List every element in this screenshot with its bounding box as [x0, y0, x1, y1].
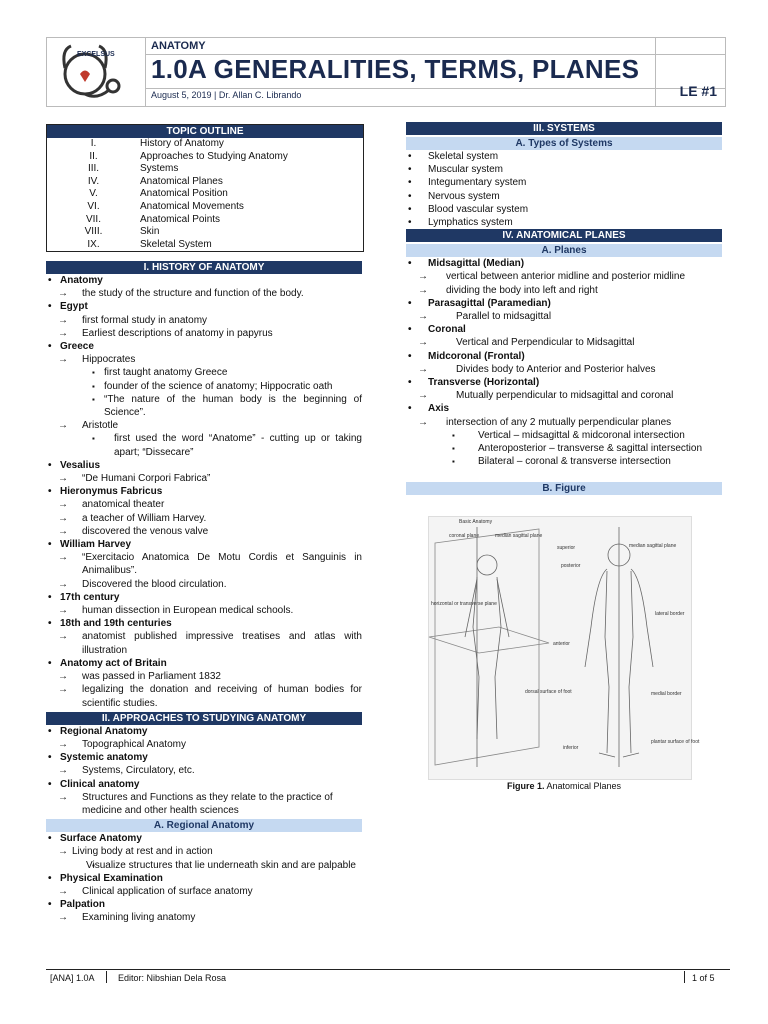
list-item: → Examining living anatomy: [46, 911, 362, 924]
list-item: → vertical between anterior midline and posterior midline: [406, 270, 722, 283]
topic-outline: [46, 124, 364, 252]
header-rule: [145, 88, 725, 89]
toc-row: [47, 188, 363, 201]
list-item: • Skeletal system: [406, 150, 722, 163]
list-item: • Blood vascular system: [406, 203, 722, 216]
section-history-title: I. HISTORY OF ANATOMY: [46, 261, 362, 274]
header-divider: [655, 38, 656, 106]
toc-num: V.: [89, 188, 98, 200]
list-item: → Topographical Anatomy: [46, 738, 362, 751]
document-header: [46, 37, 726, 107]
section-planes-title: IV. ANATOMICAL PLANES: [406, 229, 722, 242]
toc-num: VIII.: [84, 226, 103, 238]
logo: [47, 38, 146, 106]
list-item: → “Exercitacio Anatomica De Motu Cordis et Sanguinis in Animalibus”.: [46, 551, 362, 577]
figure-label: coronal plane: [449, 533, 480, 539]
list-item: → Living body at rest and in action: [46, 845, 362, 858]
left-column: [46, 261, 362, 925]
list-item: → first formal study in anatomy: [46, 314, 362, 327]
stethoscope-logo-icon: [47, 38, 145, 106]
page-footer: [46, 969, 730, 983]
list-item: • Physical Examination: [46, 872, 362, 885]
figure-caption-text: Anatomical Planes: [544, 781, 622, 791]
figure-label: anterior: [553, 641, 570, 647]
list-item: → Systems, Circulatory, etc.: [46, 764, 362, 777]
list-item: • Greece: [46, 340, 362, 353]
list-item: → legalizing the donation and receiving of human bodies for scientific studies.: [46, 683, 362, 709]
list-item: ▪ first taught anatomy Greece: [46, 366, 362, 379]
list-item: • Regional Anatomy: [46, 725, 362, 738]
list-item: • Midcoronal (Frontal): [406, 350, 722, 363]
toc-row: [47, 151, 363, 164]
footer-editor: Editor: Nibshian Dela Rosa: [118, 973, 227, 983]
toc-num: I.: [90, 138, 97, 149]
list-item: → Parallel to midsagittal: [406, 310, 722, 323]
list-item: ▪ founder of the science of anatomy; Hippocratic oath: [46, 380, 362, 393]
list-item: • 18th and 19th centuries: [46, 617, 362, 630]
list-item: • Egypt: [46, 300, 362, 313]
figure-label: median sagittal plane: [495, 533, 543, 539]
list-item: ▪ Bilateral – coronal & transverse intersection: [406, 455, 722, 468]
list-item: → Vertical and Perpendicular to Midsagittal: [406, 336, 722, 349]
page-number: 1 of 5: [692, 973, 715, 983]
list-item: → Discovered the blood circulation.: [46, 578, 362, 591]
footer-divider: [106, 971, 107, 983]
section-systems-title: III. SYSTEMS: [406, 122, 722, 135]
figure-label: inferior: [563, 745, 579, 751]
list-item: ▪ “The nature of the human body is the beginning of Science”.: [46, 393, 362, 419]
subsection-types-title: A. Types of Systems: [406, 137, 722, 150]
list-item: • Parasagittal (Paramedian): [406, 297, 722, 310]
subsection-figure-title: B. Figure: [406, 482, 722, 495]
list-item: → “De Humani Corpori Fabrica”: [46, 472, 362, 485]
figure-label: dorsal surface of foot: [525, 689, 572, 695]
toc-row: [47, 163, 363, 176]
list-item: • Midsagittal (Median): [406, 257, 722, 270]
anatomical-planes-figure: [428, 516, 700, 780]
list-item: • Clinical anatomy: [46, 778, 362, 791]
figure-label: superior: [557, 545, 576, 551]
list-item: • Palpation: [46, 898, 362, 911]
figure-caption-label: Figure 1.: [506, 781, 545, 791]
toc-text: History of Anatomy: [140, 138, 224, 149]
list-item: • Transverse (Horizontal): [406, 376, 722, 389]
topic-outline-title: TOPIC OUTLINE: [47, 125, 363, 138]
list-item: • William Harvey: [46, 538, 362, 551]
figure-label: plantar surface of foot: [651, 739, 700, 745]
toc-row: [47, 176, 363, 189]
toc-num: II.: [89, 150, 98, 162]
toc-text: Skeletal System: [140, 238, 212, 250]
list-item: ▪ Vertical – midsagittal & midcoronal intersection: [406, 429, 722, 442]
list-item: → was passed in Parliament 1832: [46, 670, 362, 683]
list-item: → Hippocrates: [46, 353, 362, 366]
toc-row: [47, 239, 363, 252]
list-item: • 17th century: [46, 591, 362, 604]
figure-label: horizontal or transverse plane: [431, 601, 497, 607]
list-item: → Structures and Functions as they relate to the practice of medicine and other health sciences: [46, 791, 362, 817]
list-item: • Anatomy act of Britain: [46, 657, 362, 670]
figure-label: lateral border: [655, 611, 685, 617]
toc-num: III.: [87, 163, 100, 175]
list-item: → Earliest descriptions of anatomy in papyrus: [46, 327, 362, 340]
list-item: → the study of the structure and function of the body.: [46, 287, 362, 300]
toc-text: Systems: [140, 163, 179, 175]
list-item: → intersection of any 2 mutually perpendicular planes: [406, 416, 722, 429]
subsection-planes-title: A. Planes: [406, 244, 722, 257]
lecture-number: LE #1: [679, 83, 717, 99]
course-name: ANATOMY: [151, 40, 206, 52]
toc-text: Anatomical Planes: [140, 175, 223, 187]
list-item: → anatomist published impressive treatises and atlas with illustration: [46, 630, 362, 656]
list-item: ▪ Visualize structures that lie underneath skin and are palpable: [46, 859, 362, 872]
toc-row: [47, 214, 363, 227]
list-item: → Divides body to Anterior and Posterior halves: [406, 363, 722, 376]
figure-label: posterior: [561, 563, 581, 569]
list-item: • Anatomy: [46, 274, 362, 287]
list-item: • Integumentary system: [406, 176, 722, 189]
toc-text: Skin: [140, 226, 160, 238]
list-item: → discovered the venous valve: [46, 525, 362, 538]
list-item: → human dissection in European medical schools.: [46, 604, 362, 617]
list-item: • Surface Anatomy: [46, 832, 362, 845]
section-approaches-title: II. APPROACHES TO STUDYING ANATOMY: [46, 712, 362, 725]
toc-text: Anatomical Points: [140, 213, 221, 225]
toc-text: Anatomical Position: [140, 188, 228, 200]
toc-text: Anatomical Movements: [140, 200, 244, 212]
right-column: [406, 122, 722, 495]
page-title: 1.0A GENERALITIES, TERMS, PLANES: [151, 54, 640, 84]
anatomy-figure-illustration: [429, 517, 700, 779]
list-item: • Axis: [406, 402, 722, 415]
list-item: → Clinical application of surface anatomy: [46, 885, 362, 898]
list-item: • Vesalius: [46, 459, 362, 472]
list-item: → a teacher of William Harvey.: [46, 512, 362, 525]
toc-row: [47, 201, 363, 214]
toc-row: [47, 138, 363, 151]
list-item: → Mutually perpendicular to midsagittal and coronal: [406, 389, 722, 402]
list-item: → anatomical theater: [46, 498, 362, 511]
lecture-meta: August 5, 2019 | Dr. Allan C. Librando: [151, 90, 302, 100]
footer-divider: [684, 971, 685, 983]
figure-label: median sagittal plane: [629, 543, 677, 549]
list-item: ▪ Anteroposterior – transverse & sagittal intersection: [406, 442, 722, 455]
subsection-regional-title: A. Regional Anatomy: [46, 819, 362, 832]
figure-label: Basic Anatomy: [459, 519, 493, 525]
figure-caption: [406, 781, 722, 791]
toc-num: IV.: [87, 175, 100, 187]
list-item: • Systemic anatomy: [46, 751, 362, 764]
list-item: → Aristotle: [46, 419, 362, 432]
figure-label: medial border: [651, 691, 682, 697]
list-item: ▪ first used the word “Anatome” - cutting up or taking apart; “Dissecare”: [46, 432, 362, 458]
footer-code: [ANA] 1.0A: [50, 973, 95, 983]
logo-text: EXCELSUS: [77, 51, 115, 58]
list-item: • Coronal: [406, 323, 722, 336]
list-item: • Hieronymus Fabricus: [46, 485, 362, 498]
list-item: • Muscular system: [406, 163, 722, 176]
list-item: • Lymphatics system: [406, 216, 722, 229]
list-item: • Nervous system: [406, 190, 722, 203]
toc-row: [47, 226, 363, 239]
toc-text: Approaches to Studying Anatomy: [140, 150, 288, 162]
toc-num: IX.: [87, 238, 100, 250]
toc-num: VII.: [85, 213, 101, 225]
toc-num: VI.: [87, 200, 100, 212]
list-item: → dividing the body into left and right: [406, 284, 722, 297]
